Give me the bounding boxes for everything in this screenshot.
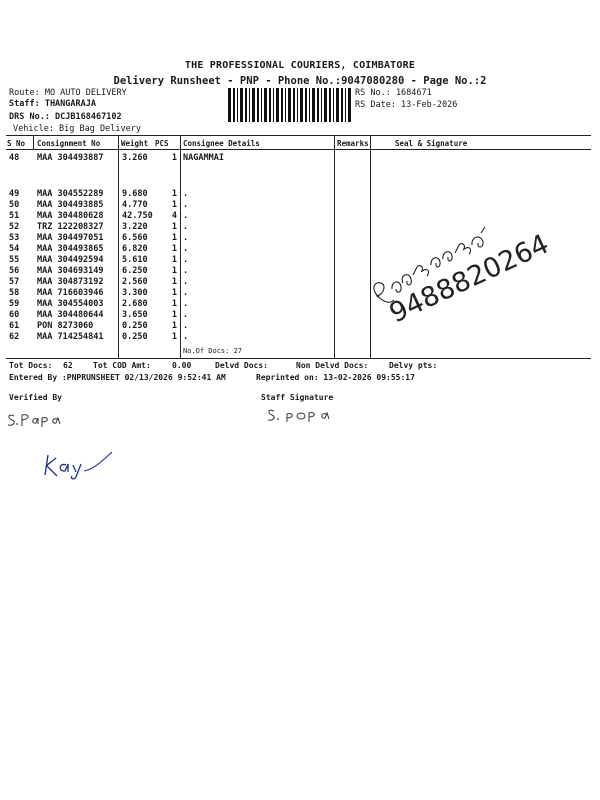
- row-consignee-details: .: [183, 244, 189, 254]
- verified-signature: [5, 408, 65, 428]
- row-weight: 2.680: [122, 299, 148, 309]
- row-pcs: 1: [171, 321, 177, 331]
- row-consignee-details: .: [183, 189, 189, 199]
- row-pcs: 1: [171, 233, 177, 243]
- row-consignment-no: MAA 304873192: [37, 277, 104, 287]
- tot-docs-label: Tot Docs:: [9, 361, 53, 370]
- row-consignment-no: MAA 304693149: [37, 266, 104, 276]
- row-consignment-no: TRZ 122208327: [37, 222, 104, 232]
- row-consignment-no: MAA 304497051: [37, 233, 104, 243]
- header-consignee: Consignee Details: [183, 139, 260, 148]
- row-weight: 5.610: [122, 255, 148, 265]
- row-weight: 2.560: [122, 277, 148, 287]
- row-consignee-details: .: [183, 332, 189, 342]
- row-consignee-details: .: [183, 255, 189, 265]
- col-divider: [33, 135, 34, 150]
- row-sno: 59: [9, 299, 20, 309]
- company-title: THE PROFESSIONAL COURIERS, COIMBATORE: [184, 60, 416, 71]
- header-seal-signature: Seal & Signature: [395, 139, 468, 148]
- row-sno: 50: [9, 200, 20, 210]
- col-divider: [118, 135, 119, 358]
- seal-handwritten-name-phone: [365, 205, 554, 330]
- runsheet-subtitle: Delivery Runsheet - PNP - Phone No.:9047080280 - Page No.:2: [113, 75, 487, 87]
- row-consignee-details: NAGAMMAI: [183, 153, 224, 163]
- row-weight: 3.650: [122, 310, 148, 320]
- entered-by: Entered By :PNPRUNSHEET 02/13/2026 9:52:41 AM: [9, 373, 226, 382]
- row-sno: 48: [9, 153, 20, 163]
- row-weight: 3.300: [122, 288, 148, 298]
- delvd-docs-label: Delvd Docs:: [215, 361, 268, 370]
- row-sno: 52: [9, 222, 20, 232]
- row-sno: 54: [9, 244, 20, 254]
- row-pcs: 1: [171, 189, 177, 199]
- row-sno: 56: [9, 266, 20, 276]
- row-consignment-no: MAA 716603946: [37, 288, 104, 298]
- row-sno: 57: [9, 277, 20, 287]
- row-consignee-details: .: [183, 277, 189, 287]
- row-weight: 3.220: [122, 222, 148, 232]
- rs-date: RS Date: 13-Feb-2026: [355, 100, 458, 110]
- verified-by-label: Verified By: [9, 393, 62, 402]
- route-label: Route: MO AUTO DELIVERY: [9, 88, 127, 98]
- row-pcs: 1: [171, 200, 177, 210]
- row-weight: 6.250: [122, 266, 148, 276]
- row-weight: 42.750: [122, 211, 153, 221]
- handwritten-scrawl: [40, 445, 115, 480]
- row-consignee-details: .: [183, 200, 189, 210]
- row-consignee-details: .: [183, 299, 189, 309]
- row-consignee-details: .: [183, 321, 189, 331]
- tot-cod-value: 0.00: [172, 361, 192, 370]
- row-weight: 0.250: [122, 332, 148, 342]
- row-pcs: 1: [171, 222, 177, 232]
- staff-signature-label: Staff Signature: [261, 393, 334, 402]
- drs-label: DRS No.: DCJB168467102: [9, 112, 122, 122]
- row-weight: 3.260: [122, 153, 148, 163]
- row-consignee-details: .: [183, 288, 189, 298]
- row-sno: 49: [9, 189, 20, 199]
- row-weight: 6.820: [122, 244, 148, 254]
- table-header-border: [6, 149, 591, 150]
- row-pcs: 1: [171, 244, 177, 254]
- row-consignment-no: MAA 304554003: [37, 299, 104, 309]
- row-sno: 62: [9, 332, 20, 342]
- row-consignment-no: PON 8273060: [37, 321, 94, 331]
- table-bottom-border: [6, 358, 591, 359]
- row-sno: 61: [9, 321, 20, 331]
- row-consignment-no: MAA 304493865: [37, 244, 104, 254]
- header-pcs: PCS: [155, 139, 169, 148]
- row-consignee-details: .: [183, 266, 189, 276]
- row-sno: 53: [9, 233, 20, 243]
- header-weight: Weight: [121, 139, 149, 148]
- row-pcs: 1: [171, 310, 177, 320]
- row-consignment-no: MAA 304492594: [37, 255, 104, 265]
- row-consignee-details: .: [183, 310, 189, 320]
- row-pcs: 1: [171, 277, 177, 287]
- row-consignee-details: .: [183, 211, 189, 221]
- row-consignment-no: MAA 304552289: [37, 189, 104, 199]
- row-consignee-details: .: [183, 222, 189, 232]
- barcode: [228, 88, 352, 122]
- row-consignment-no: MAA 304480628: [37, 211, 104, 221]
- no-of-docs: No.Of Docs: 27: [183, 347, 243, 355]
- row-consignment-no: MAA 304493885: [37, 200, 104, 210]
- row-weight: 6.560: [122, 233, 148, 243]
- header-consignment: Consignment No: [37, 139, 101, 148]
- staff-signature-mark: [265, 402, 335, 424]
- row-pcs: 1: [171, 266, 177, 276]
- row-consignment-no: MAA 714254841: [37, 332, 104, 342]
- row-sno: 55: [9, 255, 20, 265]
- row-pcs: 1: [171, 255, 177, 265]
- delvy-pts-label: Delvy pts:: [389, 361, 438, 370]
- col-divider: [334, 135, 335, 358]
- row-pcs: 1: [171, 153, 177, 163]
- reprinted-on: Reprinted on: 13-02-2026 09:55:17: [256, 373, 415, 382]
- row-weight: 4.770: [122, 200, 148, 210]
- non-delvd-docs-label: Non Delvd Docs:: [296, 361, 369, 370]
- header-sno: S No: [7, 139, 26, 148]
- row-consignment-no: MAA 304480644: [37, 310, 104, 320]
- vehicle-label: Vehicle: Big Bag Delivery: [13, 124, 141, 134]
- row-sno: 51: [9, 211, 20, 221]
- row-consignee-details: .: [183, 233, 189, 243]
- svg-text:9488820264: 9488820264: [384, 228, 554, 330]
- header-remarks: Remarks: [337, 139, 369, 148]
- rs-number: RS No.: 1684671: [355, 88, 432, 98]
- tot-cod-label: Tot COD Amt:: [93, 361, 151, 370]
- row-sno: 60: [9, 310, 20, 320]
- staff-label: Staff: THANGARAJA: [9, 99, 96, 109]
- table-top-border: [6, 135, 591, 136]
- row-weight: 9.680: [122, 189, 148, 199]
- row-pcs: 1: [171, 288, 177, 298]
- row-pcs: 1: [171, 299, 177, 309]
- row-pcs: 1: [171, 332, 177, 342]
- row-sno: 58: [9, 288, 20, 298]
- tot-docs-value: 62: [63, 361, 73, 370]
- row-weight: 0.250: [122, 321, 148, 331]
- row-consignment-no: MAA 304493887: [37, 153, 104, 163]
- col-divider: [180, 135, 181, 358]
- row-pcs: 4: [171, 211, 177, 221]
